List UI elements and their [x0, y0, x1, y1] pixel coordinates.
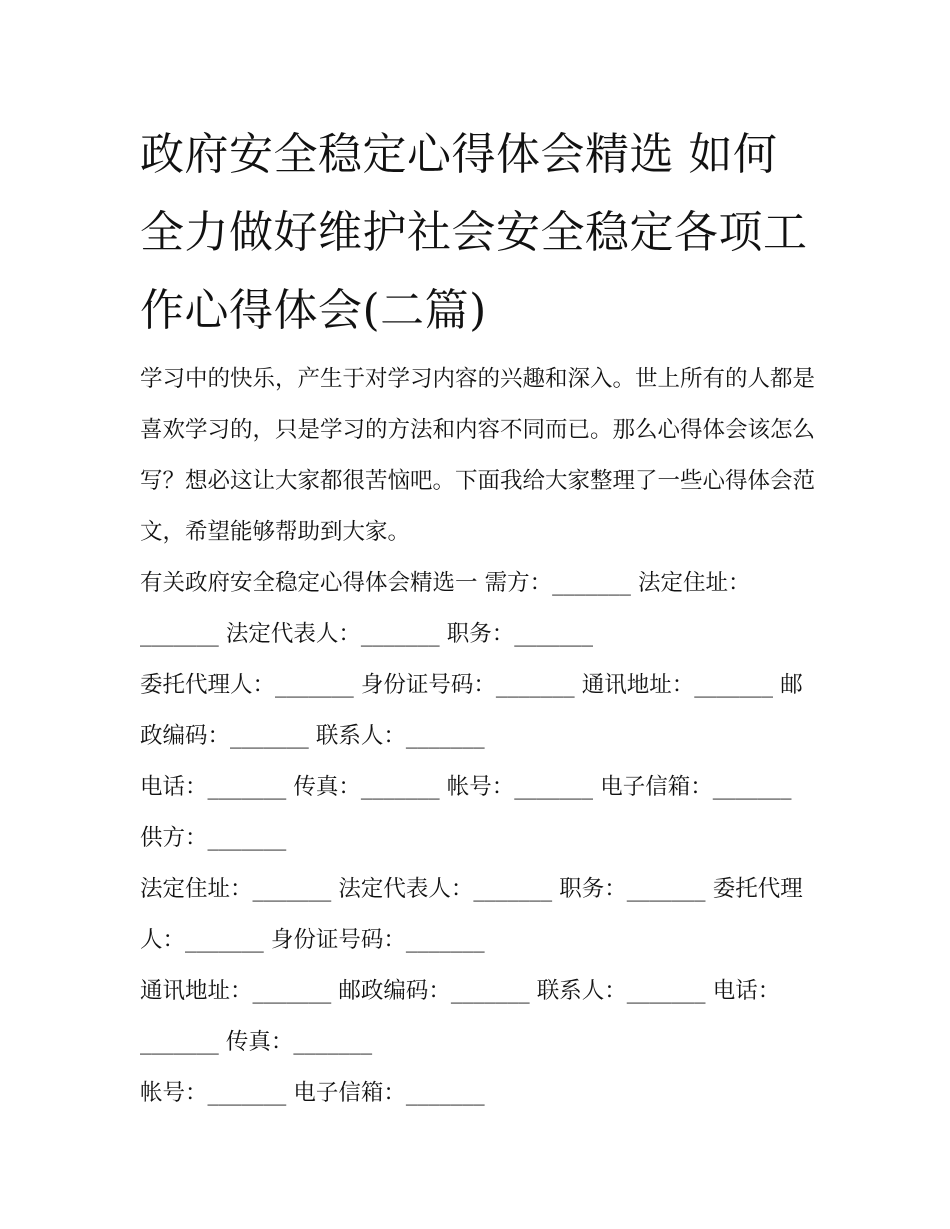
- form-line-1: 有关政府安全稳定心得体会精选一 需方：_______ 法定住址：_______ 法定代表人：_______ 职务：_______: [140, 570, 751, 647]
- form-line-4: 法定住址：_______ 法定代表人：_______ 职务：_______ 委托代理人：_______ 身份证号码：_______: [140, 876, 803, 953]
- intro-paragraph: 学习中的快乐，产生于对学习内容的兴趣和深入。世上所有的人都是喜欢学习的，只是学习的方法和内容不同而已。那么心得体会该怎么写？想必这让大家都很苦恼吧。下面我给大家整理了一些心得体会范文，希望能够帮助到大家。: [140, 366, 816, 545]
- document-title: 政府安全稳定心得体会精选 如何全力做好维护社会安全稳定各项工作心得体会(二篇): [140, 129, 808, 336]
- form-line-3: 电话：_______ 传真：_______ 帐号：_______ 电子信箱：_______ 供方：_______: [140, 774, 792, 851]
- document-page: [140, 116, 820, 1119]
- form-line-5: 通讯地址：_______ 邮政编码：_______ 联系人：_______ 电话：_______ 传真：_______: [140, 978, 781, 1055]
- form-line-6: 帐号：_______ 电子信箱：_______: [140, 1080, 485, 1106]
- form-line-2: 委托代理人：_______ 身份证号码：_______ 通讯地址：_______ 邮政编码：_______ 联系人：_______: [140, 672, 803, 749]
